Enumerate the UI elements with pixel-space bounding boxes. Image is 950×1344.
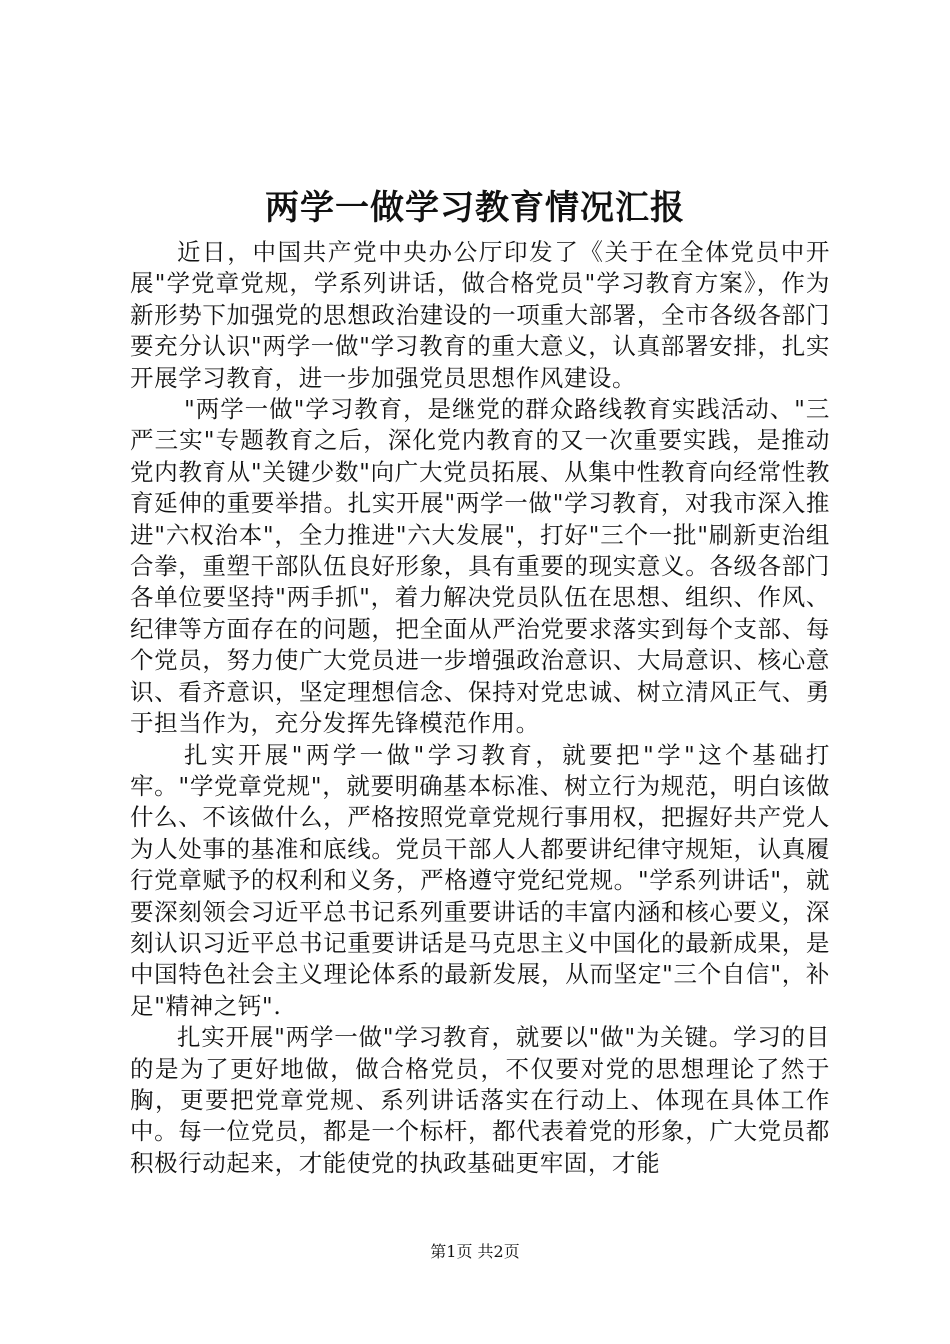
paragraph-3: 扎实开展"两学一做"学习教育，就要把"学"这个基础打牢。"学党章党规"，就要明确基本标准、树立行为规范，明白该做什么、不该做什么，严格按照党章党规行事用权，把握好共产党人为人处事的基准和底线。党员干部人人都要讲纪律守规矩，认真履行党章赋予的权利和义务，严格遵守党纪党规。"学系列讲话"，就要深刻领会习近平总书记系列重要讲话的丰富内涵和核心要义，深刻认识习近平总书记重要讲话是马克思主义中国化的最新成果，是中国特色社会主义理论体系的最新发展，从而坚定"三个自信"，补足"精神之钙". [130,740,830,1020]
document-title: 两学一做学习教育情况汇报 [265,188,685,228]
paragraph-2: "两学一做"学习教育，是继党的群众路线教育实践活动、"三严三实"专题教育之后，深化党内教育的又一次重要实践，是推动党内教育从"关键少数"向广大党员拓展、从集中性教育向经常性教育延伸的重要举措。扎实开展"两学一做"学习教育，对我市深入推进"六权治本"，全力推进"六大发展"，打好"三个一批"刷新吏治组合拳，重塑干部队伍良好形象，具有重要的现实意义。各级各部门各单位要坚持"两手抓"，着力解决党员队伍在思想、组织、作风、纪律等方面存在的问题，把全面从严治党要求落实到每个支部、每个党员，努力使广大党员进一步增强政治意识、大局意识、核心意识、看齐意识，坚定理想信念、保持对党忠诚、树立清风正气、勇于担当作为，充分发挥先锋模范作用。 [130,395,830,738]
page-number-footer: 第1页 共2页 [430,1242,520,1261]
paragraph-4: 扎实开展"两学一做"学习教育，就要以"做"为关键。学习的目的是为了更好地做，做合格党员，不仅要对党的思想理论了然于胸，更要把党章党规、系列讲话落实在行动上、体现在具体工作中。每一位党员，都是一个标杆，都代表着党的形象，广大党员都积极行动起来，才能使党的执政基础更牢固，才能 [130,1023,830,1177]
paragraph-1: 近日，中国共产党中央办公厅印发了《关于在全体党员中开展"学党章党规，学系列讲话，做合格党员"学习教育方案》，作为新形势下加强党的思想政治建设的一项重大部署，全市各级各部门要充分认识"两学一做"学习教育的重大意义，认真部署安排，扎实开展学习教育，进一步加强党员思想作风建设。 [130,238,830,392]
document-body [130,237,830,1179]
